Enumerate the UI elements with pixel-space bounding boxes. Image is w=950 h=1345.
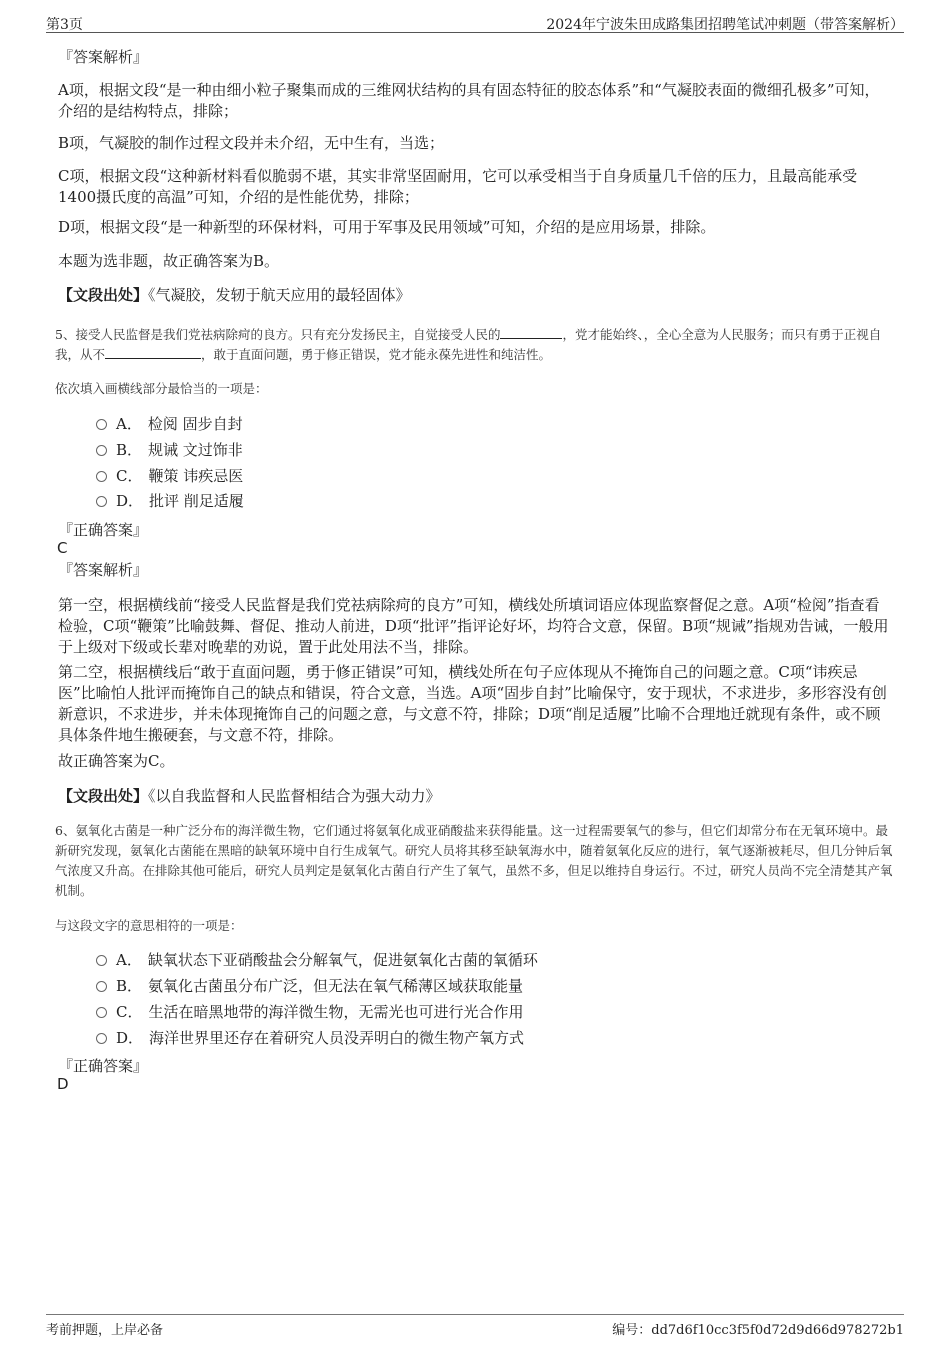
- q5-stem-part-3: ，敢于直面问题，勇于修正错误，党才能永葆先进性和纯洁性。: [201, 347, 552, 362]
- option-text: 缺氧状态下亚硝酸盐会分解氧气，促进氨氧化古菌的氧循环: [147, 951, 538, 969]
- q6-option-b[interactable]: [96, 976, 523, 996]
- q4-source-title: 《气凝胶，发轫于航天应用的最轻固体》: [148, 286, 411, 304]
- q5-stem-part-2: ，党才能始终、，全心全意为人民服务；而只有勇于正视自我，从不: [55, 327, 882, 362]
- q6-option-c[interactable]: [96, 1002, 524, 1022]
- q5-stem-part-1: 5、接受人民监督是我们党祛病除疴的良方。只有充分发扬民主，自觉接受人民的: [55, 327, 501, 342]
- option-key: C．: [116, 467, 143, 485]
- blank-1: [500, 326, 562, 339]
- q4-source-label: 【文段出处】: [58, 286, 149, 304]
- footer-slogan: 考前押题，上岸必备: [46, 1323, 164, 1338]
- radio-icon[interactable]: [96, 981, 107, 992]
- q5-option-b[interactable]: [96, 440, 243, 460]
- q4-analysis-label: 『答案解析』: [58, 48, 149, 66]
- radio-icon[interactable]: [96, 419, 107, 430]
- page-header: [46, 10, 904, 33]
- q4-analysis-a: A项，根据文段“是一种由细小粒子聚集而成的三维网状结构的具有固态特征的胶态体系”和“气凝胶表面的微细孔极多”可知，介绍的是结构特点，排除；: [58, 81, 880, 120]
- q6-answer: D: [57, 1075, 69, 1093]
- q6-answer-label: 『正确答案』: [58, 1057, 149, 1075]
- q5-prompt: 依次填入画横线部分最恰当的一项是：: [55, 381, 268, 396]
- q5-analysis-2: 第二空，根据横线后“敢于直面问题，勇于修正错误”可知，横线处所在句子应体现从不掩饰自己的问题之意。C项“讳疾忌医”比喻怕人批评而掩饰自己的缺点和错误，符合文意，当选。A项“固步自封”比喻保守，安于现状，不求进步，多形容没有创新意识，不求进步，并未体现掩饰自己的问题之意，与文意不符，排除；D项“削足适履”比喻不合理地迁就现有条件，或不顾具体条件地生搬硬套，与文意不符，排除。: [58, 663, 887, 744]
- q6-option-d[interactable]: [96, 1028, 524, 1048]
- blank-2: [105, 346, 201, 359]
- q4-conclusion: 本题为选非题，故正确答案为B。: [58, 252, 280, 270]
- q5-source-title: 《以自我监督和人民监督相结合为强大动力》: [148, 787, 441, 805]
- radio-icon[interactable]: [96, 496, 107, 507]
- page-number: 第3页: [46, 17, 83, 33]
- q4-analysis-b: B项，气凝胶的制作过程文段并未介绍，无中生有，当选；: [58, 134, 445, 152]
- q5-answer-label: 『正确答案』: [58, 521, 149, 539]
- option-text: 批评 削足适履: [149, 492, 244, 510]
- radio-icon[interactable]: [96, 955, 107, 966]
- q5-source-label: 【文段出处】: [58, 787, 149, 805]
- option-key: B．: [116, 441, 143, 459]
- option-text: 规诫 文过饰非: [148, 441, 243, 459]
- q5-option-d[interactable]: [96, 491, 244, 511]
- q6-option-a[interactable]: [96, 950, 538, 970]
- option-key: D．: [116, 1029, 144, 1047]
- option-key: C．: [116, 1003, 143, 1021]
- option-text: 鞭策 讳疾忌医: [148, 467, 244, 485]
- q5-conclusion: 故正确答案为C。: [58, 752, 175, 770]
- q5-source: [58, 786, 894, 807]
- q5-stem: [55, 325, 897, 365]
- q4-analysis-d: D项，根据文段“是一种新型的环保材料，可用于军事及民用领域”可知，介绍的是应用场景，排除。: [58, 218, 716, 236]
- page-footer: [46, 1314, 904, 1337]
- q6-prompt: 与这段文字的意思相符的一项是：: [55, 918, 243, 933]
- option-key: D．: [116, 492, 144, 510]
- q5-option-a[interactable]: [96, 414, 243, 434]
- footer-serial: 编号：dd7d6f10cc3f5f0d72d9d66d978272b1: [612, 1323, 904, 1338]
- document-title: 2024年宁波朱田成路集团招聘笔试冲刺题（带答案解析）: [546, 17, 904, 33]
- radio-icon[interactable]: [96, 471, 107, 482]
- option-text: 海洋世界里还存在着研究人员没弄明白的微生物产氧方式: [149, 1029, 525, 1047]
- q5-analysis-label: 『答案解析』: [58, 561, 149, 579]
- option-key: B．: [116, 977, 143, 995]
- option-key: A．: [116, 415, 142, 433]
- radio-icon[interactable]: [96, 1007, 107, 1018]
- q4-analysis-c: C项，根据文段“这种新材料看似脆弱不堪，其实非常坚固耐用，它可以承受相当于自身质量几千倍的压力，且最高能承受1400摄氏度的高温”可知，介绍的是性能优势，排除；: [58, 167, 858, 206]
- option-text: 氨氧化古菌虽分布广泛，但无法在氧气稀薄区域获取能量: [148, 977, 524, 995]
- q5-analysis-1: 第一空，根据横线前“接受人民监督是我们党祛病除疴的良方”可知，横线处所填词语应体现监察督促之意。A项“检阅”指查看检验，C项“鞭策”比喻鼓舞、督促、推动人前进，D项“批评”指评论好坏，均符合文意，保留。B项“规诫”指规劝告诫，一般用于上级对下级或长辈对晚辈的劝说，置于此处用法不当，排除。: [58, 596, 889, 656]
- radio-icon[interactable]: [96, 445, 107, 456]
- q6-stem: 6、氨氧化古菌是一种广泛分布的海洋微生物，它们通过将氨氧化成亚硝酸盐来获得能量。这一过程需要氧气的参与，但它们却常分布在无氧环境中。最新研究发现，氨氧化古菌能在黑暗的缺氧环境中自行生成氧气。研究人员将其移至缺氧海水中，随着氨氧化反应的进行，氧气逐渐被耗尽，但几分钟后氧气浓度又升高。在排除其他可能后，研究人员判定是氨氧化古菌自行产生了氧气，虽然不多，但足以维持自身运行。不过，研究人员尚不完全清楚其产氧机制。: [55, 823, 893, 898]
- option-text: 生活在暗黑地带的海洋微生物，无需光也可进行光合作用: [148, 1003, 524, 1021]
- radio-icon[interactable]: [96, 1033, 107, 1044]
- q5-option-c[interactable]: [96, 466, 243, 486]
- option-text: 检阅 固步自封: [147, 415, 243, 433]
- q5-answer: C: [57, 539, 68, 557]
- option-key: A．: [116, 951, 142, 969]
- q4-source: [58, 285, 894, 306]
